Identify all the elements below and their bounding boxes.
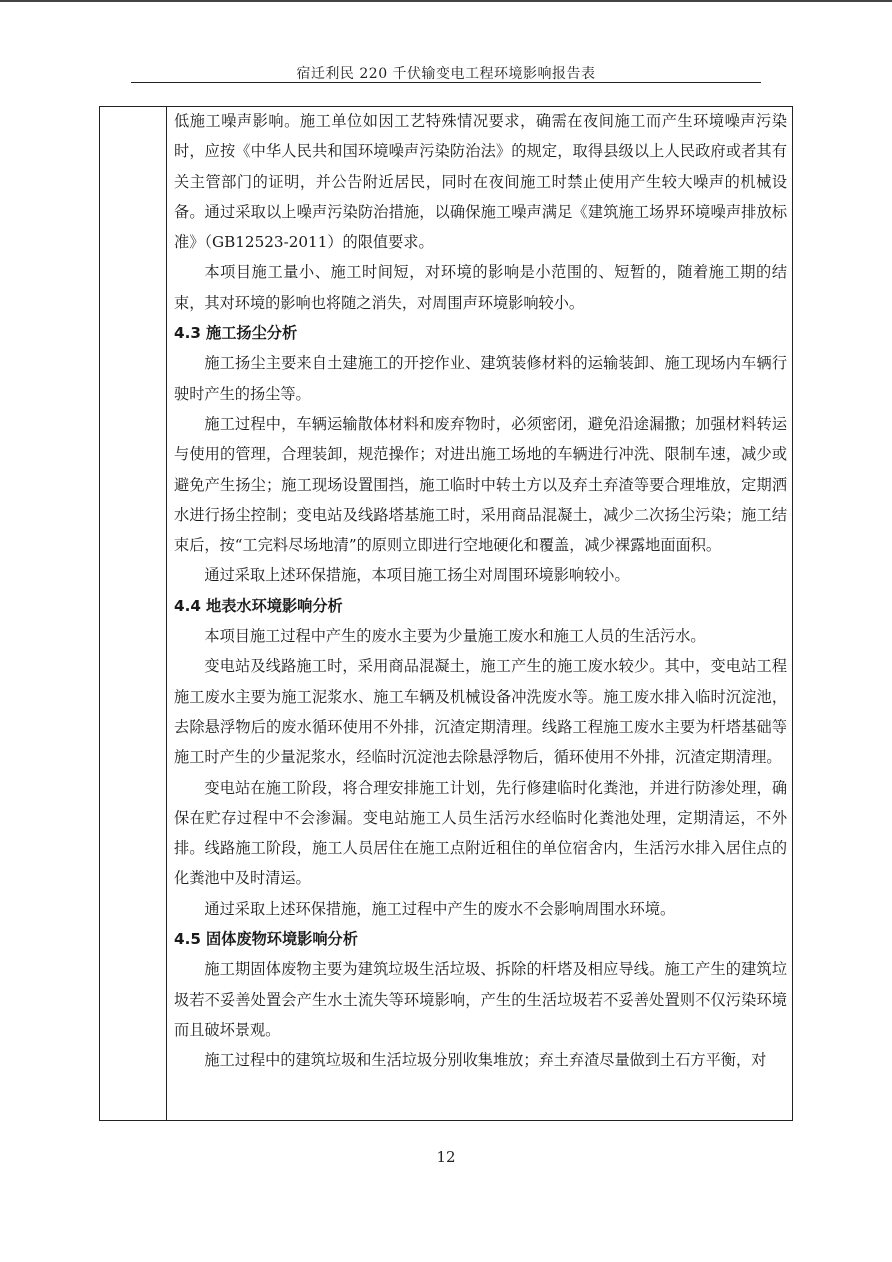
paragraph-water-conclusion: 通过采取上述环保措施，施工过程中产生的废水不会影响周围水环境。 [204,899,676,918]
paragraph-wastewater-sources: 本项目施工过程中产生的废水主要为少量施工废水和施工人员的生活污水。 [204,627,706,646]
paragraph-domestic-sewage: 变电站在施工阶段，将合理安排施工计划，先行修建临时化粪池，并进行防渗处理，确保在贮存过程中不会渗漏。变电站施工人员生活污水经临时化粪池处理，定期清运，不外排。线路施工阶段，施工人员居住在施工点附近租住的单位宿舍内，生活污水排入居住点的化粪池中及时清运。 [174,778,787,888]
table-column-divider [166,106,167,1121]
paragraph-dust-measures: 施工过程中，车辆运输散体材料和废弃物时，必须密闭，避免沿途漏撒；加强材料转运与使用的管理，合理装卸，规范操作；对进出施工场地的车辆进行冲洗、限制车速，减少或避免产生扬尘；施工现场设置围挡，施工临时中转土方以及弃土弃渣等要合理堆放，定期洒水进行扬尘控制；变电站及线路塔基施工时，采用商品混凝土，减少二次扬尘污染；施工结束后，按“工完料尽场地清”的原则立即进行空地硬化和覆盖，减少裸露地面面积。 [174,414,787,555]
section-number: 4.3 [174,324,201,343]
section-heading-4-4 [174,591,787,621]
section-title: 固体废物环境影响分析 [206,930,358,949]
page-header-title: 宿迁利民 220 千伏输变电工程环境影响报告表 [296,66,596,82]
report-body [174,106,787,1076]
section-title: 施工扬尘分析 [206,324,298,343]
section-number: 4.4 [174,596,201,615]
section-heading-4-3 [174,318,787,348]
paragraph-noise-continued: 低施工噪声影响。施工单位如因工艺特殊情况要求，确需在夜间施工而产生环境噪声污染时，应按《中华人民共和国环境噪声污染防治法》的规定，取得县级以上人民政府或者其有关主管部门的证明，并公告附近居民，同时在夜间施工时禁止使用产生较大噪声的机械设备。通过采取以上噪声污染防治措施，以确保施工噪声满足《建筑施工场界环境噪声排放标准》（GB12523-2011）的限值要求。 [174,112,787,252]
top-border-line [0,0,892,2]
section-heading-4-5 [174,924,787,954]
section-number: 4.5 [174,930,201,949]
header-underline [131,82,761,83]
paragraph-noise-summary: 本项目施工量小、施工时间短，对环境的影响是小范围的、短暂的，随着施工期的结束，其对环境的影响也将随之消失，对周围声环境影响较小。 [174,263,787,312]
page-number: 12 [436,1148,456,1166]
paragraph-construction-wastewater: 变电站及线路施工时，采用商品混凝土，施工产生的施工废水较少。其中，变电站工程施工废水主要为施工泥浆水、施工车辆及机械设备冲洗废水等。施工废水排入临时沉淀池，去除悬浮物后的废水循环使用不外排，沉渣定期清理。线路工程施工废水主要为杆塔基础等施工时产生的少量泥浆水，经临时沉淀池去除悬浮物后，循环使用不外排，沉渣定期清理。 [174,657,787,767]
paragraph-solid-waste-sources: 施工期固体废物主要为建筑垃圾生活垃圾、拆除的杆塔及相应导线。施工产生的建筑垃圾若不妥善处置会产生水土流失等环境影响，产生的生活垃圾若不妥善处置则不仅污染环境而且破坏景观。 [174,960,787,1039]
paragraph-solid-waste-measures: 施工过程中的建筑垃圾和生活垃圾分别收集堆放；弃土弃渣尽量做到土石方平衡，对 [204,1051,767,1070]
paragraph-dust-conclusion: 通过采取上述环保措施，本项目施工扬尘对周围环境影响较小。 [204,566,630,585]
paragraph-dust-sources: 施工扬尘主要来自土建施工的开挖作业、建筑装修材料的运输装卸、施工现场内车辆行驶时产生的扬尘等。 [174,354,787,403]
section-title: 地表水环境影响分析 [206,596,343,615]
